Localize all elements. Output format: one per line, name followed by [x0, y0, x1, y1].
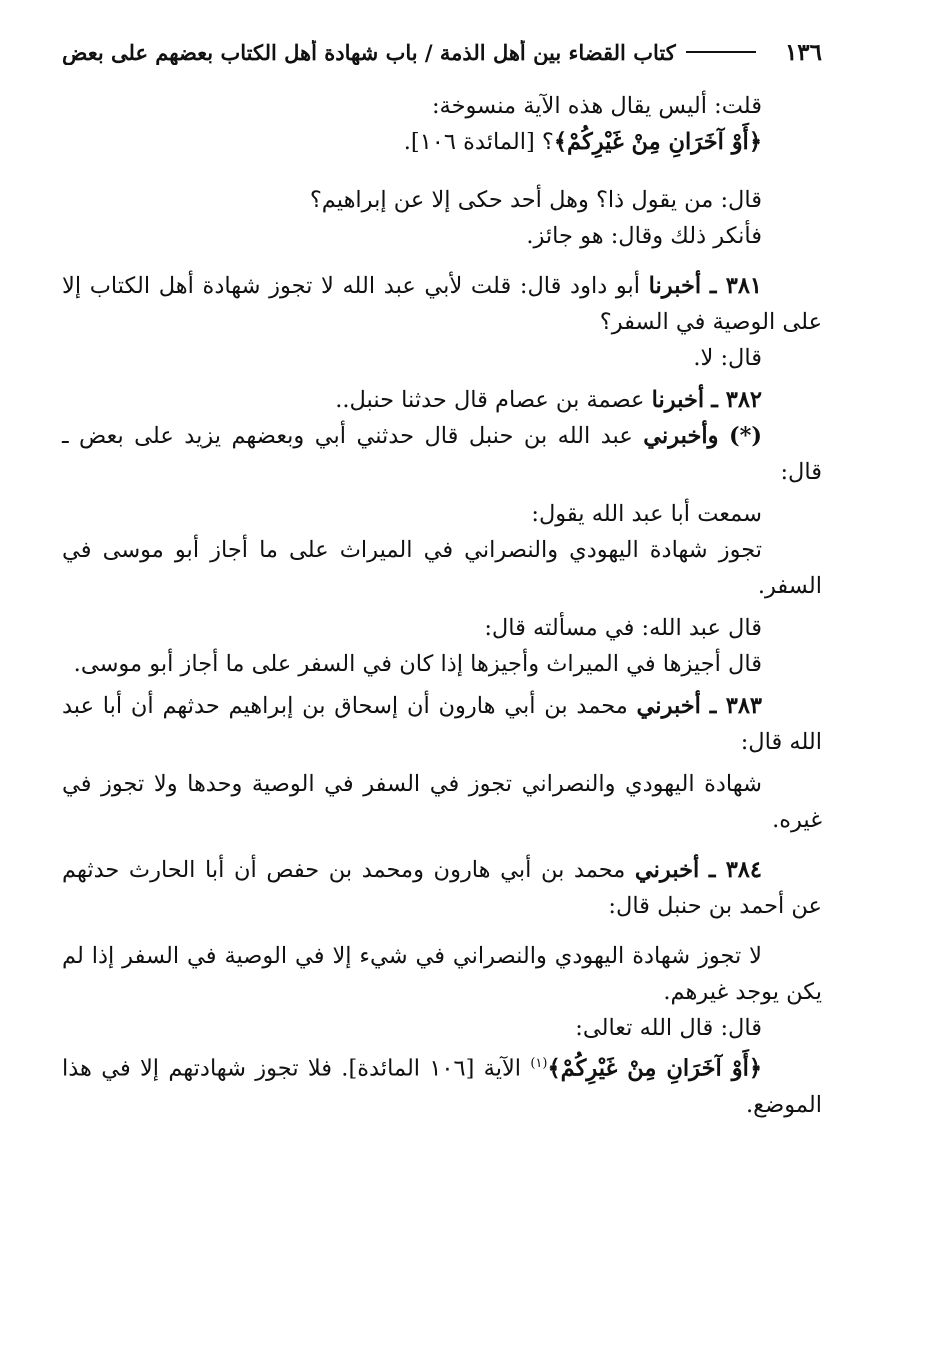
narration-number: ٣٨٣ ـ — [709, 693, 762, 719]
running-title — [62, 40, 785, 65]
narration-star — [62, 418, 822, 490]
allah-said-line: قال: قال الله تعالى: — [575, 1015, 762, 1041]
narration-verb: أخبرني — [636, 693, 701, 719]
permit-line: قال أجيزها في الميراث وأجيزها إذا كان في السفر على ما أجاز أبو موسى. — [73, 651, 762, 677]
narration-verb: أخبرني — [634, 857, 700, 883]
question-line: قلت: أليس يقال هذه الآية منسوخة: — [431, 93, 762, 119]
paragraph-answer — [62, 182, 822, 254]
narration-381 — [62, 268, 822, 340]
header-rule — [686, 51, 756, 53]
answer-line: قال: من يقول ذا؟ وهل أحد حكى إلا عن إبراهيم؟ — [309, 187, 762, 213]
quran-verse: ﴿أَوْ آخَرَانِ مِنْ غَيْرِكُمْ﴾ — [553, 129, 762, 155]
narration-number: ٣٨٢ ـ — [711, 387, 762, 413]
narration-384 — [62, 852, 822, 924]
narration-text: عبد الله بن حنبل قال حدثني أبي وبعضهم يزيد على بعض ـ قال: — [62, 423, 822, 485]
page-body — [62, 88, 822, 1123]
abdullah-line: قال عبد الله: في مسألته قال: — [484, 615, 762, 641]
objection-line: فأنكر ذلك وقال: هو جائز. — [526, 223, 762, 249]
narration-number: ٣٨١ ـ — [709, 273, 763, 299]
footnote-marker: (١) — [530, 1056, 548, 1071]
ruling-paragraph: تجوز شهادة اليهودي والنصراني في الميراث على ما أجاز أبو موسى في السفر. — [62, 537, 822, 599]
narration-text: أبو داود قال: قلت لأبي عبد الله لا تجوز شهادة أهل الكتاب إلا على الوصية في السفر؟ — [62, 273, 822, 335]
quran-verse: ﴿أَوْ آخَرَانِ مِنْ غَيْرِكُمْ﴾ — [547, 1055, 763, 1082]
narration-text: عصمة بن عصام قال حدثنا حنبل.. — [335, 387, 645, 413]
narration-383 — [62, 688, 822, 760]
narration-verb: أخبرنا — [651, 387, 705, 413]
narration-verb: أخبرنا — [648, 273, 702, 299]
narration-verb: وأخبرني — [643, 423, 719, 449]
narration-text: محمد بن أبي هارون ومحمد بن حفص أن أبا الحارث حدثهم عن أحمد بن حنبل قال: — [62, 857, 822, 919]
star-mark: (*) — [728, 423, 762, 449]
final-text: الآية [١٠٦ المائدة]. فلا تجوز شهادتهم إلا في هذا الموضع. — [62, 1055, 822, 1118]
narration-number: ٣٨٤ ـ — [708, 857, 762, 883]
verse-reference: ؟ [المائدة ١٠٦]. — [403, 129, 554, 155]
page-header — [62, 30, 822, 74]
narration-383-body: شهادة اليهودي والنصراني تجوز في السفر في الوصية وحدها ولا تجوز في غيره. — [62, 771, 822, 833]
narration-381-answer: قال: لا. — [693, 345, 762, 371]
page-number: ١٣٦ — [784, 38, 822, 66]
narration-384-body: لا تجوز شهادة اليهودي والنصراني في شيء إلا في الوصية في السفر إذا لم يكن يوجد غيرهم. — [62, 943, 822, 1005]
final-paragraph — [62, 1046, 822, 1123]
running-title-text: كتاب القضاء بين أهل الذمة / باب شهادة أهل الكتاب بعضهم على بعض — [62, 39, 676, 65]
narration-382 — [62, 382, 822, 418]
narration-text: محمد بن أبي هارون أن إسحاق بن إبراهيم حدثهم أن أبا عبد الله قال: — [62, 693, 822, 755]
paragraph-question — [62, 88, 822, 160]
book-page — [62, 30, 822, 1350]
heard-line: سمعت أبا عبد الله يقول: — [531, 501, 762, 527]
